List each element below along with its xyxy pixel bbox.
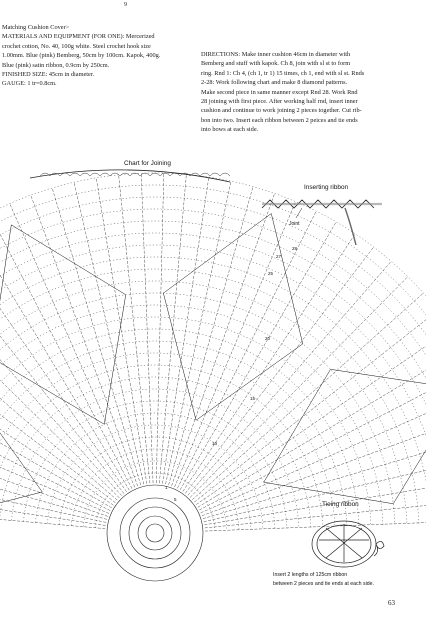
text-line: cushion and continue to work joining 2 pieces together. Cut rib- (201, 107, 362, 115)
text-line: 28 joining with first piece. After working half rnd, insert inner (201, 98, 358, 106)
text-line: Make second piece in same manner except Rnd 28. Work Rnd (201, 88, 358, 96)
tieing-ribbon-note (273, 571, 398, 588)
text-line: FINISHED SIZE: 45cm in diameter. (2, 71, 95, 79)
ribbon-tail (345, 208, 356, 245)
inserting-ribbon-title: Inserting ribbon (304, 184, 349, 191)
round-label: 27 (276, 254, 282, 259)
page-mark: 9 (124, 2, 127, 8)
note-line: between 2 pieces and tie ends at each side. (273, 580, 374, 587)
round-label: 28 (292, 246, 298, 251)
round-label: 15 (250, 396, 256, 401)
text-line: 1.00mm. Blue (pink) Bemberg, 50cm by 100cm. Kapok, 400g. (2, 52, 161, 60)
text-line: DIRECTIONS: Make inner cushion 46cm in diameter with (201, 51, 351, 58)
joint-pointer (296, 208, 302, 218)
center-motif (107, 485, 203, 581)
round-label: 5 (174, 497, 177, 502)
round-label: 25 (268, 271, 274, 276)
text-line: MATERIALS AND EQUIPMENT (FOR ONE): Mercerized (2, 33, 155, 41)
text-line: Blue (pink) satin ribbon, 0.9cm by 250cm. (2, 61, 110, 69)
text-line: into bows at each side. (201, 126, 259, 134)
tieing-ribbon-illustration (312, 521, 384, 567)
text-line: bon into two. Insert each ribbon between 2 peices and tie ends (201, 116, 358, 124)
text-line: GAUGE: 1 tr=0.8cm. (2, 80, 57, 88)
text-line: Bemberg and stuff with kapok. Ch 8, join with sl st to form (201, 60, 351, 68)
text-line: crochet cotton, No. 40, 100g white. Steel crochet hook size (2, 42, 151, 50)
text-line: 2-28: Work following chart and make 8 diamond patterns. (201, 79, 348, 87)
tieing-ribbon-title: Tieing ribbon (322, 501, 359, 508)
round-label: 20 (265, 336, 271, 341)
joint-label: Joint (289, 221, 300, 227)
text-line: Matching Cushion Cover> (2, 24, 70, 31)
page-number: 63 (388, 599, 395, 607)
chart-stitch-pattern (0, 173, 426, 531)
chart-title: Chart for Joining (124, 160, 171, 167)
round-label: 1 (165, 485, 168, 490)
round-label: 10 (212, 441, 218, 446)
note-line: Insert 2 lengths of 125cm ribbon (273, 572, 348, 578)
text-line: ring. Rnd 1: Ch 4, (ch 1, tr 1) 15 times, ch 1, end with sl st. Rnds (201, 69, 365, 77)
